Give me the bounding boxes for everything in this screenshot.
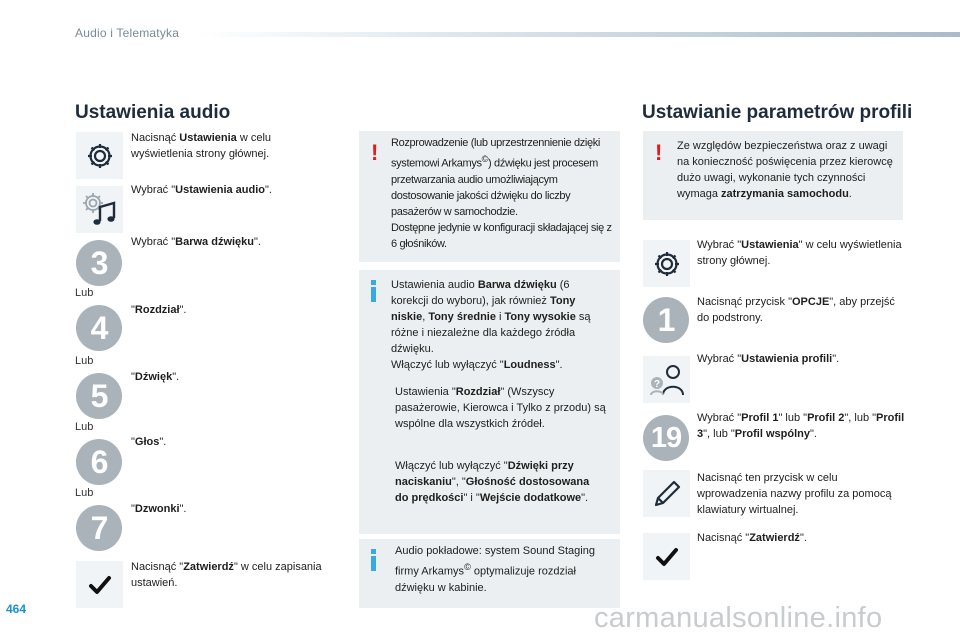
right-title: Ustawianie parametrów profili — [642, 102, 913, 123]
warning-mark: ! — [655, 140, 663, 165]
settings-tile — [76, 132, 123, 179]
info-text: Ustawienia audio Barwa dźwięku (6 korekcji do wyboru), jak również Tony niskie, Tony średnie i Tony wysokie są różne i niezależne dla każdego źródła dźwięku. Włączyć lub wyłączyć "Loudness". — [391, 279, 591, 371]
checkmark-icon — [88, 573, 112, 597]
or-label: Lub — [75, 287, 94, 299]
or-label: Lub — [75, 421, 94, 433]
step-text: Nacisnąć ten przycisk w celu wprowadzenia nazwy profilu za pomocą klawiatury wirtualnej. — [697, 472, 892, 516]
step-text: "Dzwonki". — [131, 503, 187, 515]
step-text: "Dźwięk". — [131, 371, 180, 383]
settings-tile — [643, 240, 690, 287]
confirm-tile — [76, 561, 123, 608]
svg-text:?: ? — [653, 378, 660, 390]
warning-text: Rozprowadzenie (lub uprzestrzennienie dzięki systemowi Arkamys©) dźwięku jest procesem przetwarzania audio umożliwiającym dostosowanie jakości dźwięku do liczby pasażerów w samochodzie. Dostępne jedynie w konfiguracji składającej się z 6 głośników. — [391, 137, 612, 250]
warning-panel — [359, 131, 620, 262]
sounds-note: Włączyć lub wyłączyć "Dźwięki przy naciskaniu", "Głośność dostosowana do prędkości" i "Wejście dodatkowe". — [395, 460, 590, 504]
info-panel — [359, 270, 620, 534]
step-text: Nacisnąć "Zatwierdź". — [697, 532, 807, 544]
step-number-badge: 3 — [76, 240, 122, 286]
step-text: Wybrać "Barwa dźwięku". — [131, 236, 261, 248]
page-number: 464 — [6, 602, 27, 616]
step-text: Wybrać "Ustawienia audio". — [131, 184, 272, 196]
info-icon — [371, 549, 376, 571]
or-label: Lub — [75, 355, 94, 367]
info-icon — [371, 280, 376, 302]
step-text: "Głos". — [131, 436, 167, 448]
pencil-icon — [650, 477, 684, 511]
checkmark-icon — [655, 545, 679, 569]
section-header: Audio i Telematyka — [75, 26, 180, 40]
gear-icon — [650, 247, 684, 281]
step-number-badge: 1 — [643, 297, 689, 343]
step-number-badge: 4 — [76, 305, 122, 351]
or-label: Lub — [75, 487, 94, 499]
audio-settings-tile — [76, 186, 123, 233]
gear-music-icon — [81, 191, 119, 229]
step-number-badge: 5 — [76, 373, 122, 419]
info-panel-2 — [359, 539, 620, 608]
step-text: Wybrać "Ustawienia" w celu wyświetlenia strony głównej. — [697, 239, 902, 267]
step-text: Nacisnąć "Zatwierdź" w celu zapisania ustawień. — [131, 561, 322, 589]
step-number-badge: 19 — [643, 415, 689, 461]
info-text: Audio pokładowe: system Sound Staging firmy Arkamys© optymalizuje rozdział dźwięku w kabinie. — [395, 545, 595, 594]
confirm-tile — [643, 533, 690, 580]
gear-icon — [83, 139, 117, 173]
profile-icon — [647, 360, 687, 400]
step-text: Nacisnąć Ustawienia w celu wyświetlenia strony głównej. — [131, 132, 272, 160]
step-number-badge: 7 — [76, 505, 122, 551]
warning-text: Ze względów bezpieczeństwa oraz z uwagi na konieczność poświęcenia przez kierowcę dużo uwagi, wykonanie tych czynności wymaga zatrzymania samochodu. — [677, 140, 893, 200]
left-title: Ustawienia audio — [75, 102, 231, 123]
step-number-badge: 6 — [76, 439, 122, 485]
step-text: Wybrać "Ustawienia profili". — [697, 353, 840, 365]
step-text: Nacisnąć przycisk "OPCJE", aby przejść do podstrony. — [697, 296, 895, 324]
warning-mark: ! — [371, 140, 379, 165]
rozdzial-note: Ustawienia "Rozdział" (Wszyscy pasażerowie, Kierowca i Tylko z przodu) są wspólne dla wszystkich źródeł. — [395, 386, 606, 430]
safety-warning-panel — [643, 131, 903, 220]
edit-tile — [643, 470, 690, 517]
profile-tile — [643, 356, 690, 403]
watermark: carmanualsonline.info — [594, 602, 883, 634]
header-rule — [195, 32, 960, 37]
step-text: Wybrać "Profil 1" lub "Profil 2", lub "Profil 3", lub "Profil wspólny". — [697, 412, 905, 440]
step-text: "Rozdział". — [131, 304, 187, 316]
